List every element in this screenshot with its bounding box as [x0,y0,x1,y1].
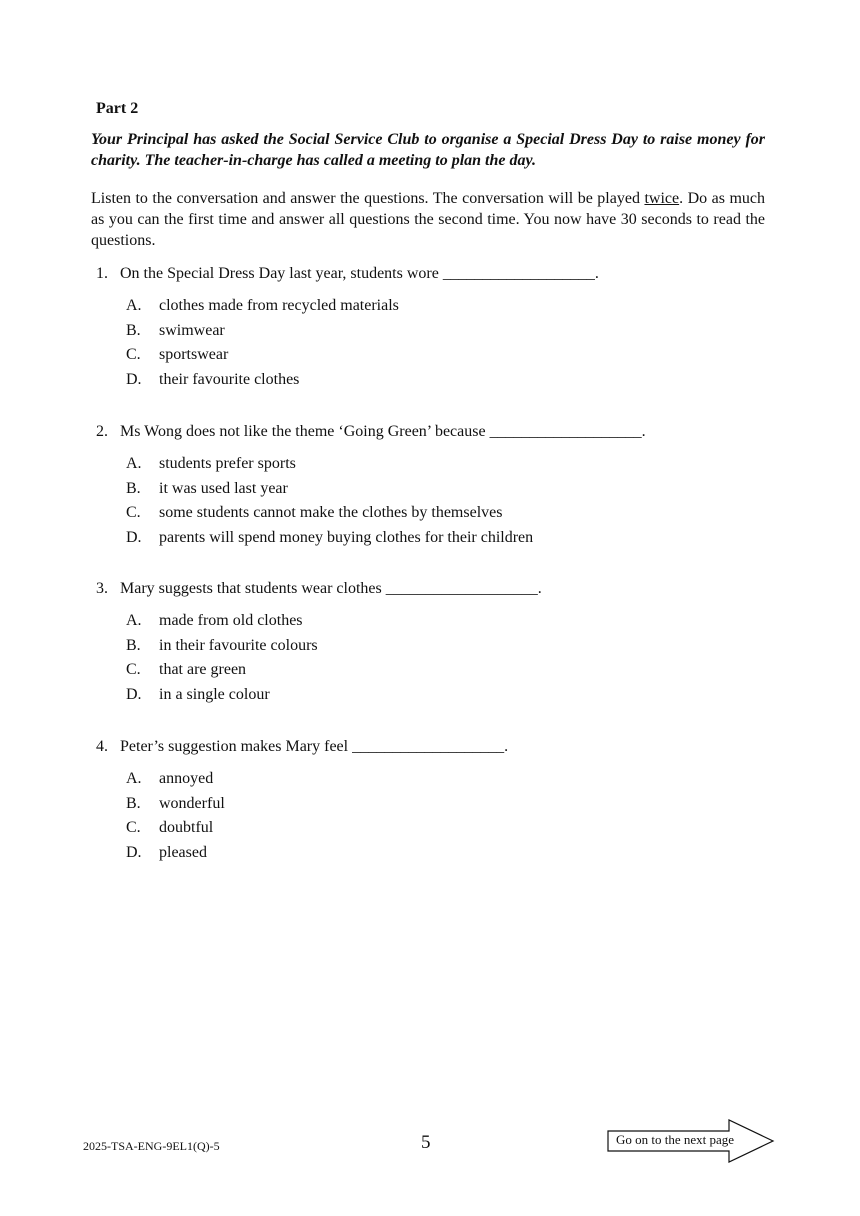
option-text: doubtful [159,819,214,836]
option-text: that are green [159,661,247,678]
question-4 [96,736,776,865]
option-letter: C. [126,819,141,836]
option-text: made from old clothes [159,612,303,629]
option-letter: B. [126,479,141,497]
option-letter: A. [126,770,142,787]
option-letter: B. [126,636,141,654]
option-text: parents will spend money buying clothes for their children [159,528,534,546]
option-a[interactable] [126,294,776,319]
option-list [126,609,776,707]
option-b[interactable] [126,319,776,344]
question-stem [96,263,776,285]
instructions [91,188,765,251]
option-letter: C. [126,346,141,363]
option-text: clothes made from recycled materials [159,297,399,314]
question-3 [96,578,776,707]
option-list [126,767,776,865]
question-2 [96,421,776,550]
page-number: 5 [421,1132,431,1153]
option-b[interactable] [126,477,776,502]
instructions-after: . Do as much as you can the first time and answer all questions the second time. You now have 30 seconds to read the questions. [91,190,765,249]
option-d[interactable] [126,841,776,866]
option-letter: D. [126,843,142,861]
option-letter: B. [126,321,141,339]
option-text: it was used last year [159,479,288,497]
part-title: Part 2 [96,100,139,117]
option-letter: A. [126,297,142,314]
option-b[interactable] [126,792,776,817]
option-letter: C. [126,504,141,521]
option-text: pleased [159,843,207,861]
question-1 [96,263,776,392]
option-letter: A. [126,455,142,472]
option-c[interactable] [126,816,776,841]
option-letter: A. [126,612,142,629]
option-d[interactable] [126,526,776,551]
next-page-label: Go on to the next page [616,1132,735,1147]
question-text: Mary suggests that students wear clothes ___________________. [120,580,542,597]
option-text: wonderful [159,794,225,812]
option-text: in a single colour [159,685,270,703]
next-page-arrow [607,1119,777,1163]
option-text: some students cannot make the clothes by themselves [159,504,503,521]
option-c[interactable] [126,343,776,368]
paper-code: 2025-TSA-ENG-9EL1(Q)-5 [83,1139,220,1153]
option-d[interactable] [126,368,776,393]
option-letter: D. [126,685,142,703]
option-a[interactable] [126,452,776,477]
option-text: annoyed [159,770,214,787]
question-number: 4. [96,738,108,755]
option-text: in their favourite colours [159,636,318,654]
option-text: students prefer sports [159,455,296,472]
question-text: On the Special Dress Day last year, students wore ___________________. [120,265,599,282]
option-text: sportswear [159,346,229,363]
option-letter: C. [126,661,141,678]
option-d[interactable] [126,683,776,708]
question-text: Ms Wong does not like the theme ‘Going Green’ because ___________________. [120,423,646,440]
question-stem [96,421,776,443]
question-number: 2. [96,423,108,440]
option-text: swimwear [159,321,225,339]
option-b[interactable] [126,634,776,659]
instructions-underlined: twice [644,190,680,207]
option-letter: B. [126,794,141,812]
question-stem [96,578,776,600]
option-letter: D. [126,528,142,546]
option-a[interactable] [126,609,776,634]
option-c[interactable] [126,658,776,683]
option-c[interactable] [126,501,776,526]
option-list [126,452,776,550]
option-text: their favourite clothes [159,370,300,388]
question-number: 1. [96,265,108,282]
option-a[interactable] [126,767,776,792]
intro-text: Your Principal has asked the Social Service Club to organise a Special Dress Day to raise money for charity. The teacher-in-charge has called a meeting to plan the day. [91,131,765,169]
instructions-before: Listen to the conversation and answer the questions. The conversation will be played [91,190,645,207]
option-list [126,294,776,392]
question-text: Peter’s suggestion makes Mary feel ___________________. [120,738,509,755]
question-stem [96,736,776,758]
question-number: 3. [96,580,108,597]
option-letter: D. [126,370,142,388]
